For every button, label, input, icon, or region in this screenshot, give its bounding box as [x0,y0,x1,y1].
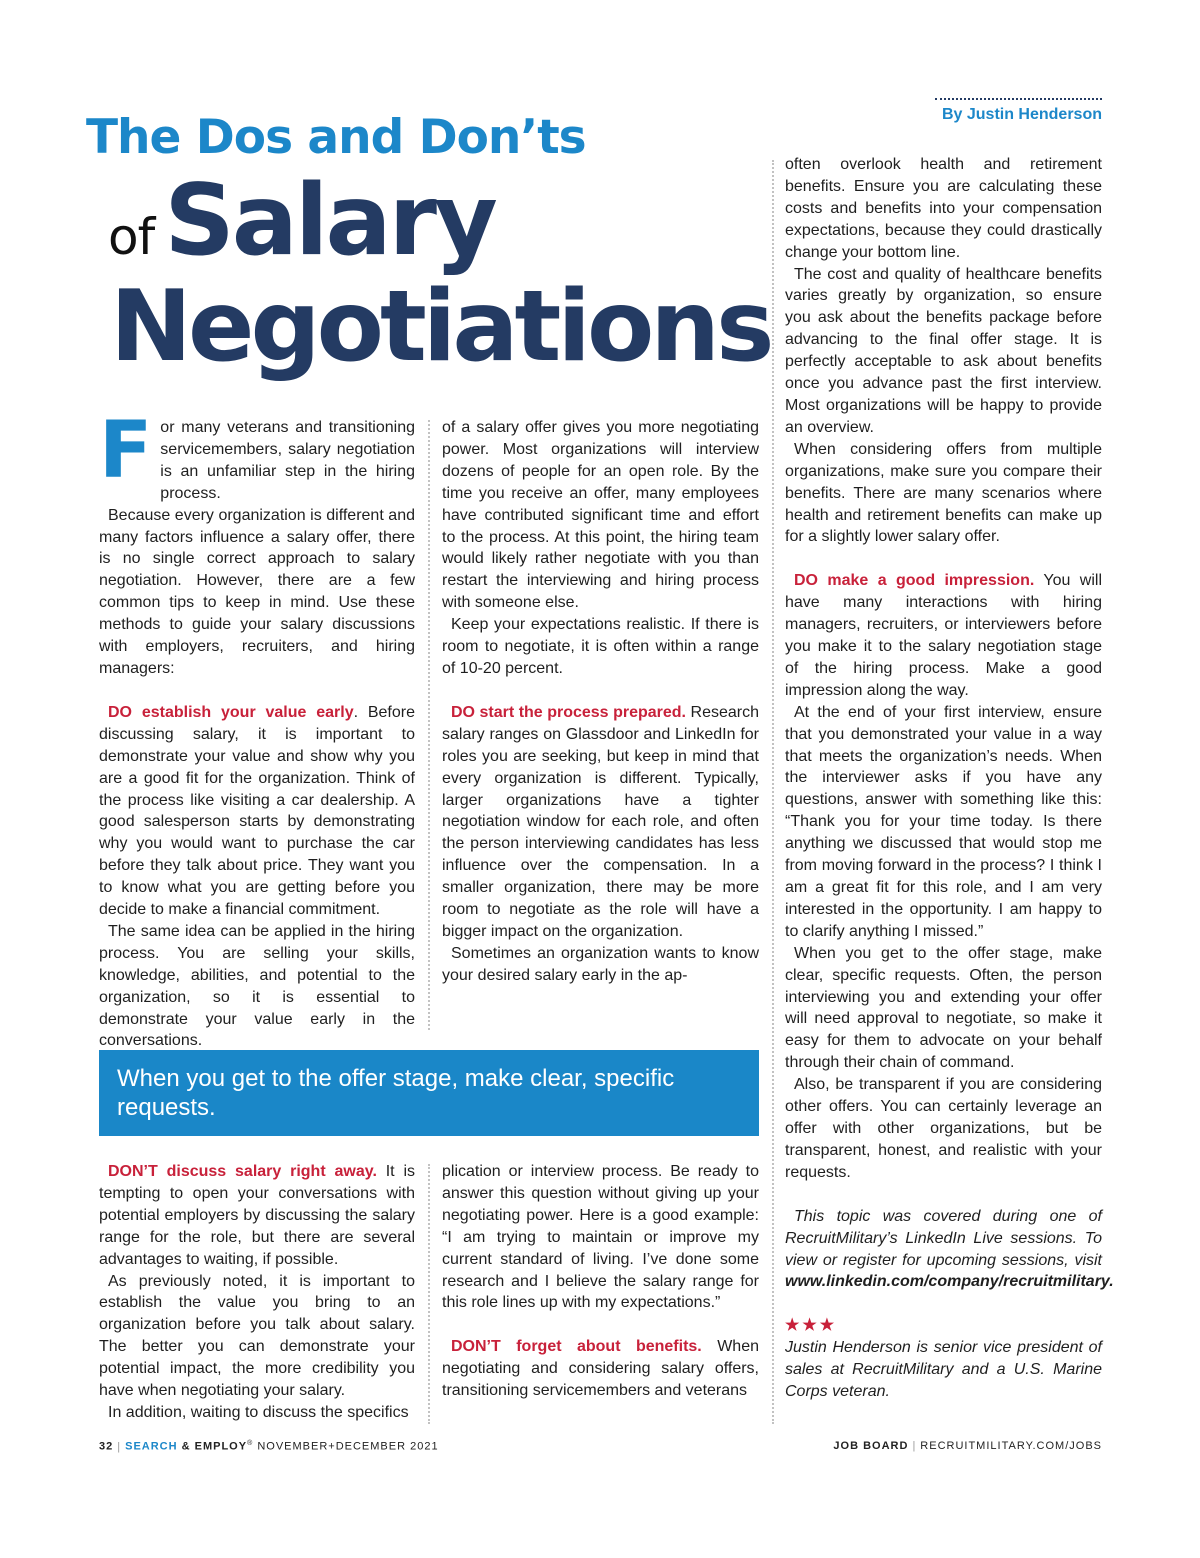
stars-icon: ★★★ [785,1317,838,1335]
column-3 [785,154,1114,1403]
footer-separator: | [912,1440,917,1452]
paragraph: When you get to the offer stage, make clear, specific requests. Often, the person interviewing you and extending your offer will need approval to negotiate, so make it easy for them to advocate on your behalf through their chain of command. [785,944,1102,1072]
subhead-body: When negotiating and considering salary offers, transitioning servicemembers and veterans [442,1338,759,1400]
column-divider [772,160,774,1424]
title-of: of [108,208,155,266]
subhead: DO start the process prepared. [451,703,687,721]
section-dont-forget-benefits [442,1336,759,1402]
paragraph: The same idea can be applied in the hiring process. You are selling your skills, knowledge, abilities, and potential to the organization, so it is essential to demonstrate your value early in the conversations. [99,922,415,1050]
registered-mark: ® [247,1440,254,1447]
subhead-body: You will have many interactions with hiring managers, recruiters, or interviewers before you make it to the salary negotiation stage of the hiring process. Make a good impression along the way. [785,572,1102,699]
page-number: 32 [99,1440,114,1453]
magazine-name-search: SEARCH [125,1440,178,1453]
subhead-body: . Before discussing salary, it is important to demonstrate your value and show why you are a good fit for the organization. Think of the process like visiting a car dealership. A good salesperson starts by demonstrating why you would want to purchase the car before they talk about price. They want you to know what you are getting before you decide to make a financial commitment. [99,703,415,919]
title-line-3: Negotiations [110,270,771,384]
footer-separator: | [117,1440,122,1453]
footer-right [760,1440,1102,1452]
section-do-start-prepared [442,702,759,943]
title-salary: Salary [164,164,495,278]
issue-date: NOVEMBER+DECEMBER 2021 [257,1440,439,1453]
paragraph: When considering offers from multiple organizations, make sure you compare their benefits. There are many scenarios where health and retirement benefits can make up for a slightly lower salary offer. [785,440,1102,546]
section-dont-discuss-salary [99,1161,415,1271]
paragraph: Sometimes an organization wants to know your desired salary early in the ap- [442,944,759,984]
author-bio [785,1337,1102,1403]
intro-text: or many veterans and transitioning servicemembers, salary negotiation is an unfamiliar step in the hiring process. [160,419,415,502]
subhead: DO establish your value early [108,703,354,721]
column-2-top [442,417,759,987]
paragraph: Because every organization is different and many factors influence a salary offer, there is no single correct approach to salary negotiation. However, there are a few common tips to keep in mind. Use these methods to guide your salary discussions with employers, recruiters, and hiring managers: [99,506,415,677]
intro-paragraph [99,406,415,505]
subhead: DO make a good impression. [794,572,1035,590]
section-do-make-impression [785,570,1102,701]
column-1-bottom [99,1161,415,1424]
stars-divider [785,1315,1102,1337]
subhead: DON’T discuss salary right away. [108,1163,377,1180]
paragraph: of a salary offer gives you more negotiating power. Most organizations will interview dozens of people for an open role. By the time you receive an offer, many employees have contributed significant time and effort to the process. At this point, the hiring team would likely rather negotiate with you than restart the interviewing and hiring process with someone else. [442,419,759,612]
author-bio-text: Justin Henderson is senior vice president of sales at RecruitMilitary and a U.S. Marine Corps veteran. [785,1339,1102,1401]
paragraph: At the end of your first interview, ensure that you demonstrated your value in a way that meets the organization’s needs. When the interviewer asks if you have any questions, answer with something like this: “Thank you for your time today. Is there anything we discussed that would stop me from moving forward in the process? I think I am a great fit for this role, and I am very interested in the opportunity. I am happy to to clarify anything I missed.” [785,703,1102,940]
paragraph: often overlook health and retirement benefits. Ensure you are calculating these costs and benefits into your compensation expectations, because they could drastically change your bottom line. [785,156,1102,261]
paragraph: As previously noted, it is important to establish the value you bring to an organization before you talk about salary. The better you can demonstrate your potential impact, the more credibility you have when negotiating your salary. [99,1272,415,1400]
linkedin-note [785,1206,1114,1294]
drop-cap: F [99,406,153,496]
column-2-bottom [442,1161,759,1402]
title-line-1: The Dos and Don’ts [86,110,586,165]
paragraph: In addition, waiting to discuss the specifics [108,1403,409,1421]
paragraph: Keep your expectations realistic. If there is room to negotiate, it is often within a range of 10-20 percent. [442,616,759,677]
pull-quote: When you get to the offer stage, make clear, specific requests. [99,1050,759,1136]
title-line-2 [108,164,495,278]
paragraph: The cost and quality of healthcare benefits varies greatly by organization, so ensure you ask about the benefits package before advancing to the final offer stage. It is perfectly acceptable to ask about benefits once you advance past the first interview. Most organizations will be happy to provide an overview. [785,265,1102,436]
footer-left [99,1440,439,1453]
paragraph: Also, be transparent if you are considering other offers. You can certainly leverage an offer with other organizations, but be transparent, honest, and realistic with your requests. [785,1076,1102,1181]
subhead-body: It is tempting to open your conversations with potential employers by discussing the salary range for the role, but there are several advantages to waiting, if possible. [99,1163,415,1268]
byline: By Justin Henderson [941,106,1102,123]
subhead: DON’T forget about benefits. [451,1338,702,1356]
section-do-establish-value [99,702,415,921]
column-divider [428,1164,430,1424]
byline-rule [935,98,1102,100]
column-1-top [99,406,415,1052]
section-name: JOB BOARD [833,1440,909,1452]
note-text: This topic was covered during one of RecruitMilitary’s LinkedIn Live sessions. To view or register for upcoming sessions, visit [785,1207,1102,1269]
magazine-name-employ: & EMPLOY [181,1440,248,1453]
subhead-body: Research salary ranges on Glassdoor and LinkedIn for roles you are seeking, but keep in mind that every organization is different. Typically, larger organizations have a tighter negotiation window for each role, and often the person interviewing candidates has less influence over the compensation. In a smaller organization, there may be more room to negotiate as the role will have a bigger impact on the organization. [442,703,760,940]
column-divider [428,420,430,1030]
paragraph: plication or interview process. Be ready to answer this question without giving up your negotiating power. Here is a good example: “I am trying to maintain or improve my current standard of living. I’ve done some research and I believe the salary range for this role lines up with my expectations.” [442,1163,759,1312]
footer-url[interactable]: RECRUITMILITARY.COM/JOBS [920,1440,1102,1452]
linkedin-link[interactable]: www.linkedin.com/company/recruitmilitary. [785,1273,1114,1291]
